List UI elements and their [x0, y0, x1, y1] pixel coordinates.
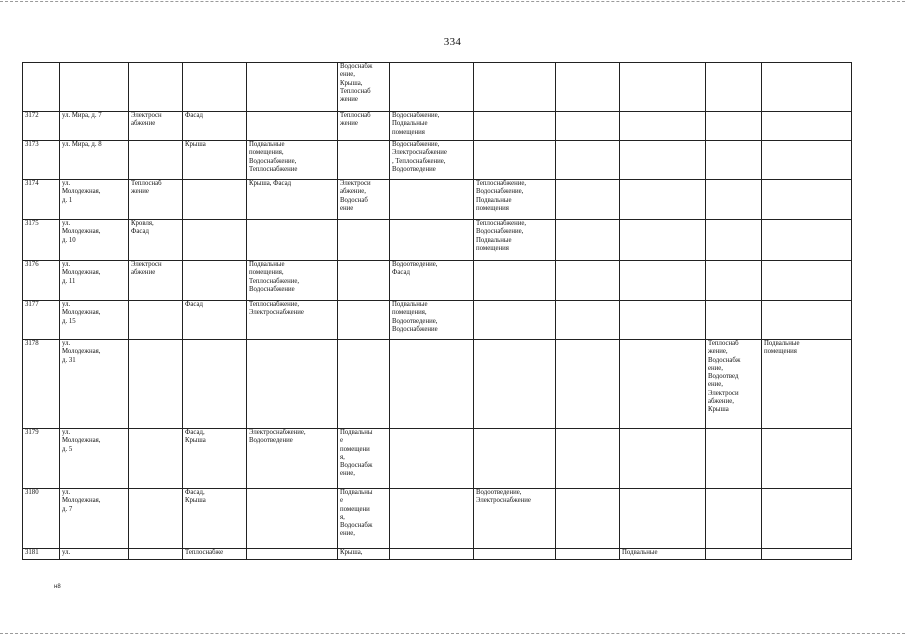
work-type-cell — [556, 112, 620, 141]
work-type-cell — [247, 340, 338, 429]
address-cell — [60, 301, 129, 340]
cell-text: 3181 — [25, 549, 39, 556]
row-number-cell — [23, 301, 60, 340]
table-row — [23, 340, 852, 429]
cell-text: 3176 — [25, 261, 39, 268]
work-type-cell — [762, 180, 852, 220]
address-cell — [60, 180, 129, 220]
cell-text: Теплоснабже — [185, 549, 224, 556]
work-type-cell — [247, 112, 338, 141]
work-type-cell — [338, 112, 390, 141]
work-type-cell — [338, 429, 390, 489]
cell-text: Теплоснабжение, Водоснабжение, Подвальные помещения — [476, 220, 527, 252]
work-type-cell — [620, 180, 706, 220]
work-type-cell — [706, 429, 762, 489]
work-type-cell — [338, 301, 390, 340]
cell-text: ул. — [62, 549, 71, 556]
work-type-cell — [129, 489, 183, 549]
table-row — [23, 549, 852, 560]
cell-text: Фасад — [185, 112, 203, 119]
work-type-cell — [390, 63, 474, 112]
cell-text: Подвальны е помещени я, Водоснабж ение, — [340, 429, 373, 478]
cell-text: ул. Молодежная, д. 10 — [62, 220, 101, 244]
address-cell — [60, 429, 129, 489]
work-type-cell — [247, 429, 338, 489]
cell-text: Теплоснаб жение — [340, 112, 371, 128]
row-number-cell — [23, 180, 60, 220]
cell-text: 3173 — [25, 141, 39, 148]
work-type-cell — [762, 261, 852, 301]
cell-text: Крыша, — [340, 549, 363, 556]
work-type-cell — [620, 220, 706, 261]
work-type-cell — [338, 141, 390, 180]
work-type-cell — [706, 261, 762, 301]
work-type-cell — [247, 301, 338, 340]
work-type-cell — [620, 549, 706, 560]
work-type-cell — [620, 301, 706, 340]
work-type-cell — [338, 180, 390, 220]
work-type-cell — [129, 301, 183, 340]
work-type-cell — [129, 112, 183, 141]
footer-mark: н8 — [54, 584, 61, 590]
work-type-cell — [390, 180, 474, 220]
work-type-cell — [706, 141, 762, 180]
work-type-cell — [556, 549, 620, 560]
work-type-cell — [762, 489, 852, 549]
work-type-cell — [620, 429, 706, 489]
work-type-cell — [390, 141, 474, 180]
cell-text: Подвальны е помещени я, Водоснабж ение, — [340, 489, 373, 538]
work-type-cell — [183, 180, 247, 220]
work-type-cell — [706, 549, 762, 560]
cell-text: Кровля, Фасад — [131, 220, 154, 236]
cell-text: 3180 — [25, 489, 39, 496]
table-row — [23, 220, 852, 261]
register-table-body — [23, 63, 852, 560]
work-type-cell — [762, 63, 852, 112]
work-type-cell — [620, 340, 706, 429]
work-type-cell — [129, 63, 183, 112]
cell-text: Фасад, Крыша — [185, 489, 206, 505]
work-type-cell — [129, 549, 183, 560]
row-number-cell — [23, 489, 60, 549]
work-type-cell — [183, 141, 247, 180]
work-type-cell — [183, 429, 247, 489]
cell-text: Водоотведение, Фасад — [392, 261, 438, 277]
address-cell — [60, 220, 129, 261]
address-cell — [60, 141, 129, 180]
cell-text: Теплоснабжение, Электроснабжение — [249, 301, 304, 317]
work-type-cell — [474, 141, 556, 180]
cell-text: 3175 — [25, 220, 39, 227]
work-type-cell — [556, 180, 620, 220]
work-type-cell — [338, 220, 390, 261]
address-cell — [60, 112, 129, 141]
scan-edge-top — [0, 1, 905, 2]
work-type-cell — [183, 301, 247, 340]
cell-text: Фасад, Крыша — [185, 429, 206, 445]
work-type-cell — [556, 63, 620, 112]
cell-text: 3174 — [25, 180, 39, 187]
work-type-cell — [183, 63, 247, 112]
work-type-cell — [390, 261, 474, 301]
work-type-cell — [556, 489, 620, 549]
work-type-cell — [620, 112, 706, 141]
page-number: 334 — [443, 36, 462, 48]
work-type-cell — [390, 301, 474, 340]
work-type-cell — [129, 180, 183, 220]
work-type-cell — [556, 261, 620, 301]
work-type-cell — [183, 220, 247, 261]
work-type-cell — [620, 261, 706, 301]
address-cell — [60, 261, 129, 301]
work-type-cell — [129, 261, 183, 301]
work-type-cell — [762, 549, 852, 560]
row-number-cell — [23, 429, 60, 489]
table-row — [23, 112, 852, 141]
work-type-cell — [762, 141, 852, 180]
cell-text: ул. Молодежная, д. 7 — [62, 489, 101, 513]
work-type-cell — [474, 489, 556, 549]
work-type-cell — [183, 489, 247, 549]
row-number-cell — [23, 220, 60, 261]
cell-text: 3178 — [25, 340, 39, 347]
address-cell — [60, 63, 129, 112]
work-type-cell — [247, 180, 338, 220]
work-type-cell — [706, 220, 762, 261]
work-type-cell — [762, 429, 852, 489]
work-type-cell — [390, 549, 474, 560]
cell-text: Электроси абжение, Водоснаб ение — [340, 180, 371, 212]
work-type-cell — [474, 301, 556, 340]
work-type-cell — [474, 340, 556, 429]
table-row — [23, 63, 852, 112]
row-number-cell — [23, 261, 60, 301]
cell-text: Водоснабжение, Электроснабжение , Теплоснабжение, Водоотведение — [392, 141, 447, 173]
work-type-cell — [762, 340, 852, 429]
work-type-cell — [474, 112, 556, 141]
work-type-cell — [620, 63, 706, 112]
work-type-cell — [129, 141, 183, 180]
cell-text: ул. Молодежная, д. 1 — [62, 180, 101, 204]
cell-text: Теплоснаб жение, Водоснабж ение, Водоотвед ение, Электроси абжение, Крыша — [708, 340, 741, 414]
work-type-cell — [474, 180, 556, 220]
work-type-cell — [247, 549, 338, 560]
table-row — [23, 489, 852, 549]
row-number-cell — [23, 549, 60, 560]
cell-text: Крыша — [185, 141, 206, 148]
work-type-cell — [556, 301, 620, 340]
cell-text: Водоснабжение, Подвальные помещения — [392, 112, 440, 136]
work-type-cell — [706, 63, 762, 112]
work-type-cell — [183, 549, 247, 560]
cell-text: Водоотведение, Электроснабжение — [476, 489, 531, 505]
cell-text: ул. Молодежная, д. 5 — [62, 429, 101, 453]
work-type-cell — [706, 340, 762, 429]
work-type-cell — [556, 429, 620, 489]
work-type-cell — [338, 340, 390, 429]
work-type-cell — [620, 489, 706, 549]
cell-text: ул. Мира, д. 7 — [62, 112, 102, 119]
table-row — [23, 429, 852, 489]
cell-text: Подвальные — [622, 549, 658, 556]
cell-text: Подвальные помещения, Водоотведение, Водоснабжение — [392, 301, 438, 333]
work-type-cell — [390, 489, 474, 549]
cell-text: Подвальные помещения — [764, 340, 800, 356]
table-row — [23, 261, 852, 301]
register-table — [22, 62, 852, 560]
work-type-cell — [390, 220, 474, 261]
work-type-cell — [706, 301, 762, 340]
work-type-cell — [390, 429, 474, 489]
work-type-cell — [247, 63, 338, 112]
work-type-cell — [129, 340, 183, 429]
work-type-cell — [474, 220, 556, 261]
work-type-cell — [556, 141, 620, 180]
address-cell — [60, 489, 129, 549]
work-type-cell — [390, 112, 474, 141]
row-number-cell — [23, 141, 60, 180]
cell-text: Подвальные помещения, Теплоснабжение, Водоснабжение — [249, 261, 300, 293]
work-type-cell — [247, 141, 338, 180]
cell-text: Электросн абжение — [131, 112, 162, 128]
work-type-cell — [706, 180, 762, 220]
work-type-cell — [183, 340, 247, 429]
cell-text: 3177 — [25, 301, 39, 308]
table-row — [23, 180, 852, 220]
cell-text: ул. Мира, д. 8 — [62, 141, 102, 148]
work-type-cell — [338, 489, 390, 549]
cell-text: ул. Молодежная, д. 31 — [62, 340, 101, 364]
work-type-cell — [474, 549, 556, 560]
work-type-cell — [556, 220, 620, 261]
address-cell — [60, 549, 129, 560]
work-type-cell — [183, 112, 247, 141]
cell-text: Крыша, Фасад — [249, 180, 292, 187]
row-number-cell — [23, 63, 60, 112]
work-type-cell — [620, 141, 706, 180]
work-type-cell — [183, 261, 247, 301]
cell-text: 3179 — [25, 429, 39, 436]
cell-text: Электросн абжение — [131, 261, 162, 277]
work-type-cell — [556, 340, 620, 429]
cell-text: Подвальные помещения, Водоснабжение, Теплоснабжение — [249, 141, 298, 173]
work-type-cell — [762, 301, 852, 340]
work-type-cell — [247, 261, 338, 301]
cell-text: ул. Молодежная, д. 11 — [62, 261, 101, 285]
table-row — [23, 301, 852, 340]
work-type-cell — [129, 220, 183, 261]
cell-text: 3172 — [25, 112, 39, 119]
cell-text: Теплоснаб жение — [131, 180, 162, 196]
row-number-cell — [23, 112, 60, 141]
cell-text: Водоснабж ение, Крыша, Теплоснаб жение — [340, 63, 373, 104]
cell-text: Электроснабжение, Водоотведение — [249, 429, 306, 445]
table-row — [23, 141, 852, 180]
work-type-cell — [474, 63, 556, 112]
cell-text: ул. Молодежная, д. 15 — [62, 301, 101, 325]
scan-edge-bottom — [0, 633, 905, 634]
work-type-cell — [762, 220, 852, 261]
row-number-cell — [23, 340, 60, 429]
work-type-cell — [762, 112, 852, 141]
work-type-cell — [706, 112, 762, 141]
work-type-cell — [247, 220, 338, 261]
cell-text: Теплоснабжение, Водоснабжение, Подвальные помещения — [476, 180, 527, 212]
work-type-cell — [247, 489, 338, 549]
work-type-cell — [706, 489, 762, 549]
work-type-cell — [474, 261, 556, 301]
address-cell — [60, 340, 129, 429]
cell-text: Фасад — [185, 301, 203, 308]
work-type-cell — [338, 261, 390, 301]
work-type-cell — [338, 63, 390, 112]
work-type-cell — [129, 429, 183, 489]
work-type-cell — [338, 549, 390, 560]
work-type-cell — [390, 340, 474, 429]
work-type-cell — [474, 429, 556, 489]
